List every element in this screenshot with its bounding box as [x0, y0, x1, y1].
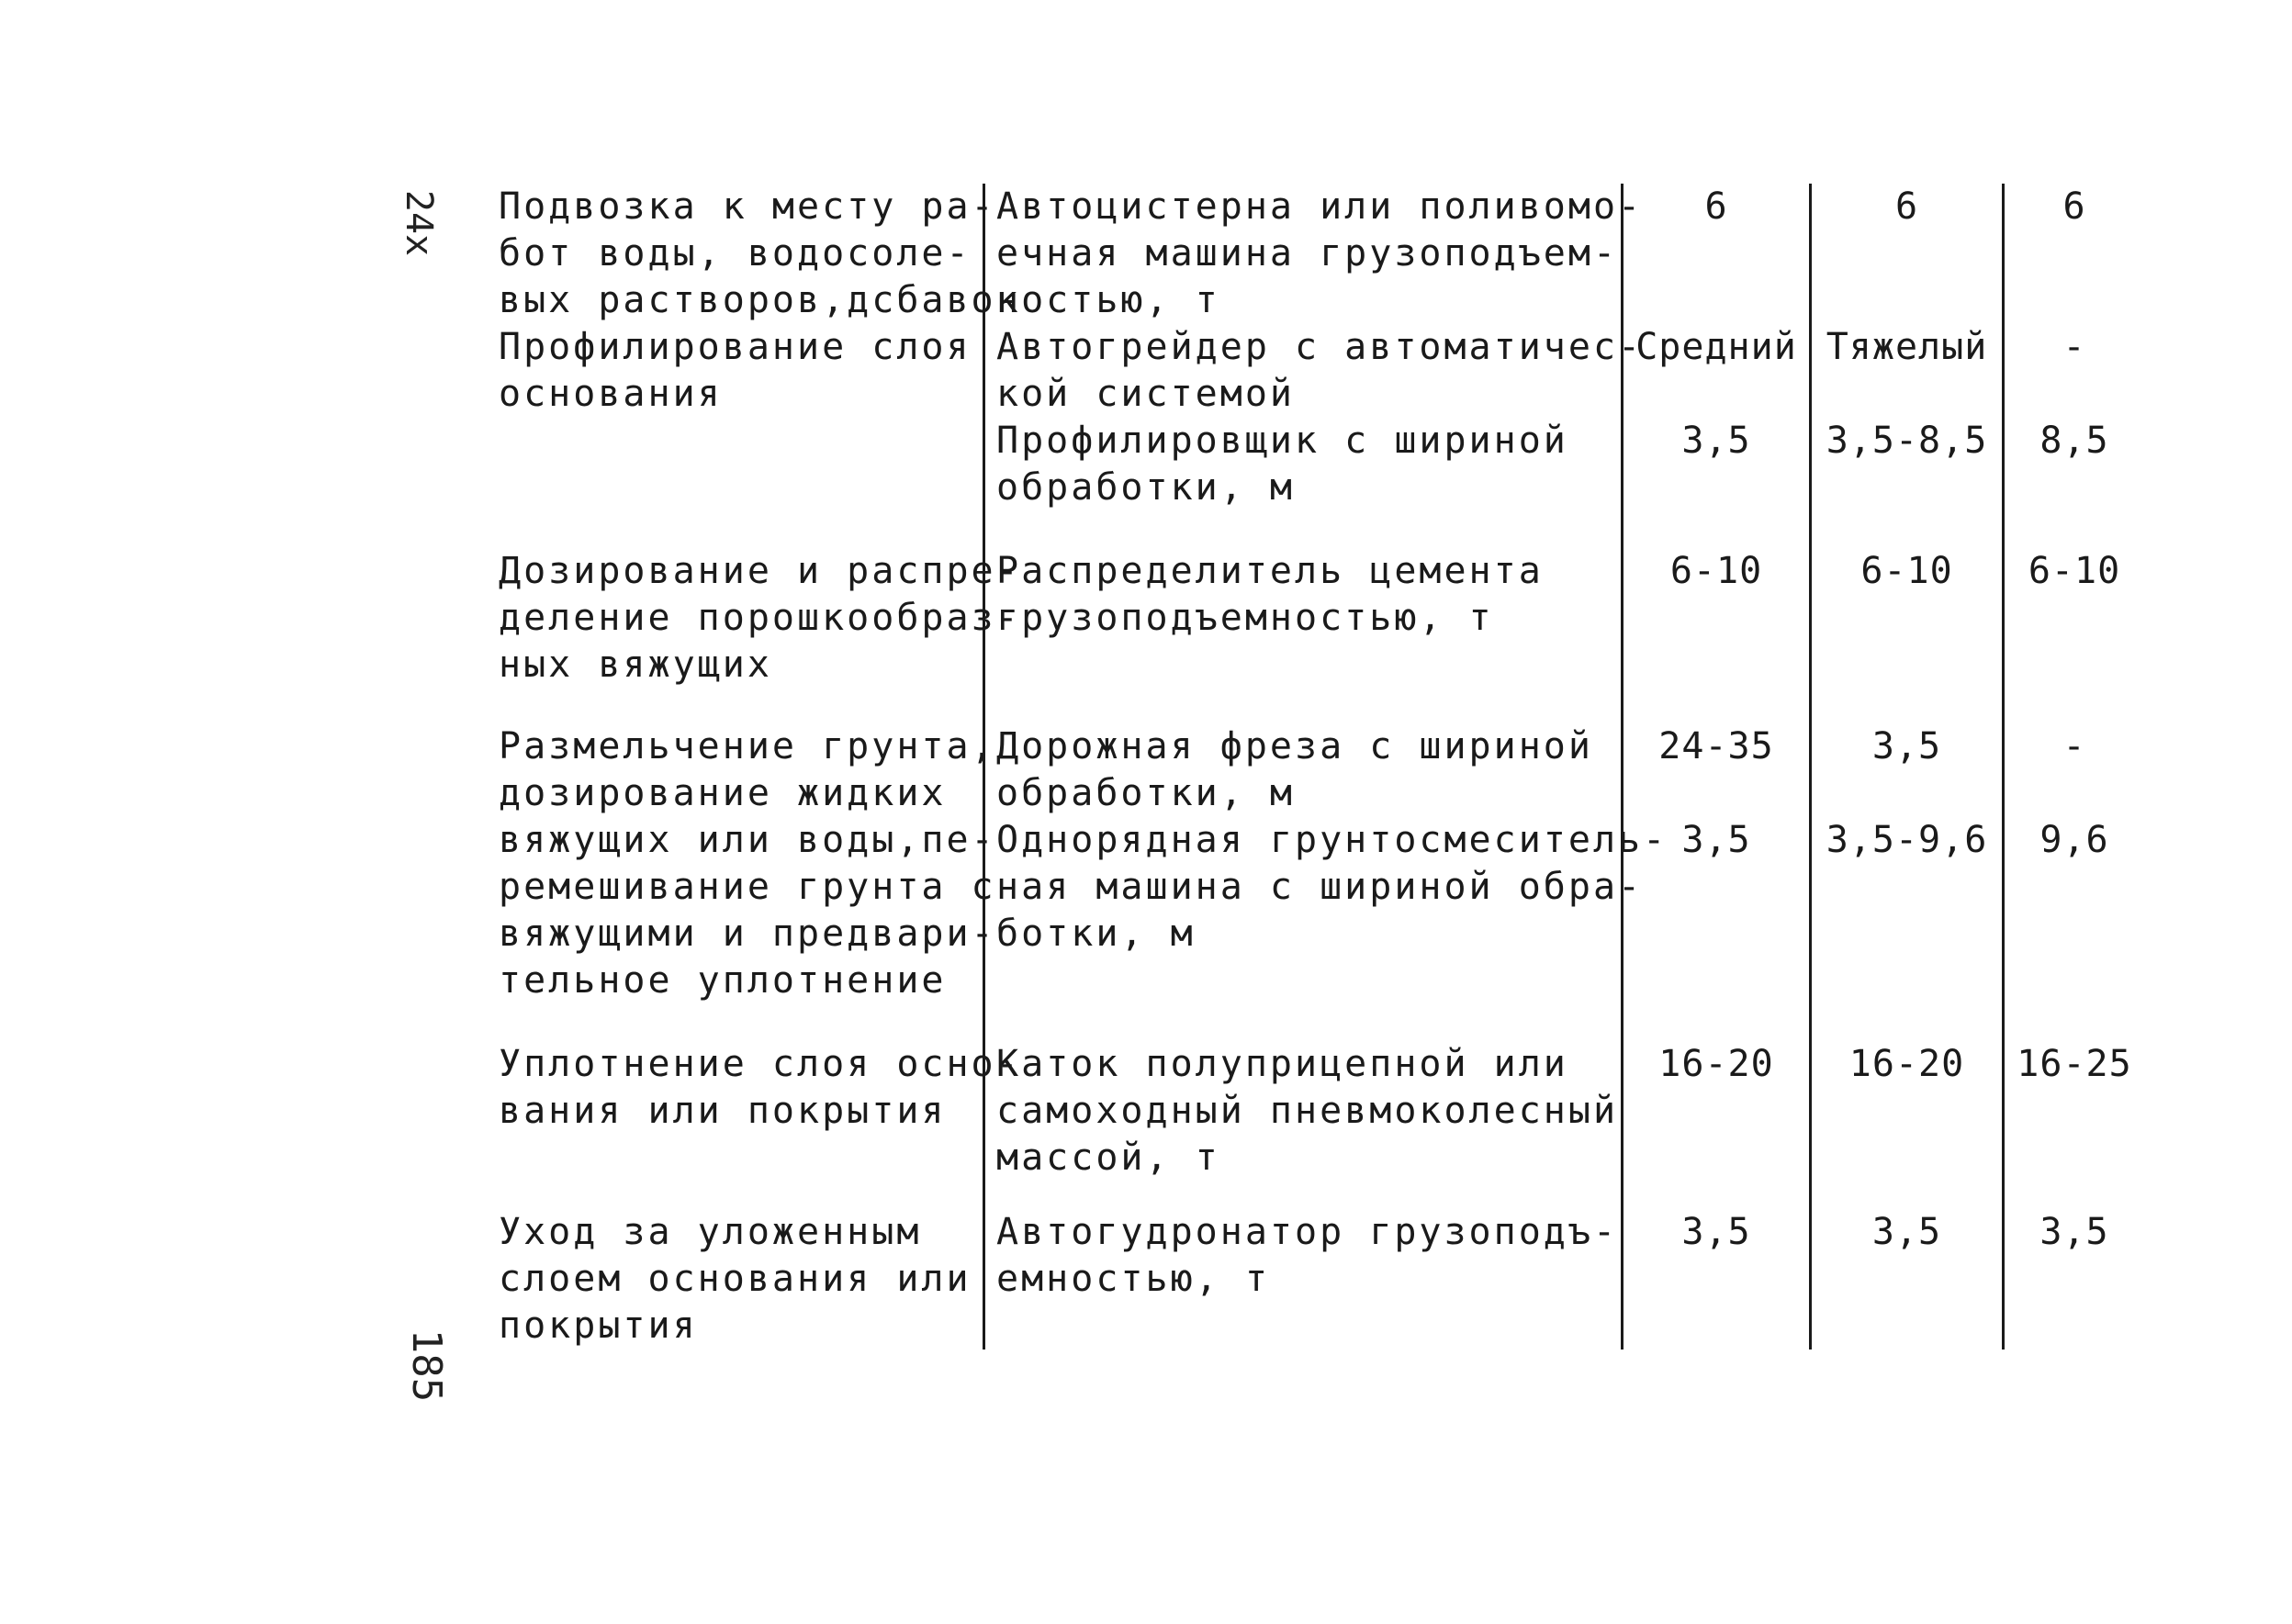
value-entry: [1629, 548, 1803, 642]
operation-line: покрытия: [499, 1305, 698, 1347]
value-entry: [1629, 418, 1803, 511]
operation-line: Уплотнение слоя осно-: [499, 1043, 1021, 1085]
operation-line: тельное уплотнение: [499, 959, 947, 1002]
machine-line: ечная машина грузоподъем-: [996, 232, 1619, 274]
spacer-cell: [2002, 1182, 2144, 1209]
operation-line: Подвозка к месту ра-: [499, 185, 996, 228]
equipment-table: [491, 184, 2144, 1350]
value-text: 6: [1704, 185, 1728, 228]
machine-line: кой системой: [996, 373, 1295, 415]
value-entry: [2010, 324, 2139, 418]
machine-line: Автогрейдер с автоматичес-: [996, 326, 1644, 368]
value-extra-cell: [2002, 1209, 2144, 1350]
spacer-cell: [2002, 689, 2144, 723]
spacer-cell: [1809, 689, 2002, 723]
table-row: [491, 184, 2144, 324]
operation-line: ремешивание грунта с: [499, 866, 996, 908]
machine-entry: [996, 1041, 1619, 1182]
page-number: 185: [403, 1328, 451, 1403]
machine-entry: [996, 324, 1644, 418]
value-heavy-cell: [1809, 548, 2002, 689]
table-row: [491, 548, 2144, 689]
value-entry: [1817, 1041, 1996, 1182]
machine-cell: [983, 723, 1668, 1004]
value-extra-cell: [2002, 324, 2144, 511]
operation-line: Уход за уложенным: [499, 1211, 922, 1253]
value-text: 9,6: [2039, 819, 2109, 861]
value-entry: [1817, 418, 1996, 511]
value-heavy-cell: [1809, 1209, 2002, 1350]
machine-line: самоходный пневмоколесный: [996, 1090, 1619, 1132]
value-entry: [1817, 1209, 1996, 1303]
value-entry: [1629, 1041, 1803, 1182]
row-spacer: [491, 511, 2144, 548]
value-text: 24-35: [1658, 725, 1774, 767]
spacer-cell: [1621, 689, 1809, 723]
value-text: 3,5: [1871, 1211, 1942, 1253]
machine-line: емностью, т: [996, 1258, 1270, 1300]
value-text: -: [2062, 326, 2086, 368]
row-spacer: [491, 1182, 2144, 1209]
value-text: 3,5: [1681, 1211, 1751, 1253]
spacer-cell: [1809, 511, 2002, 548]
spacer-cell: [491, 689, 983, 723]
value-entry: [1817, 184, 1996, 324]
value-entry: [2010, 418, 2139, 511]
value-medium-cell: [1621, 723, 1809, 1004]
margin-mark: 24x: [398, 189, 441, 257]
value-entry: [1817, 324, 1996, 418]
operation-cell: [491, 548, 1021, 689]
machine-entry: [996, 817, 1668, 958]
value-text: 3,5: [1681, 819, 1751, 861]
machine-line: Однорядная грунтосмеситель-: [996, 819, 1668, 861]
spacer-cell: [491, 511, 983, 548]
operation-line: основания: [499, 373, 723, 415]
operation-line: Размельчение грунта,: [499, 725, 996, 767]
machine-line: ностью, т: [996, 279, 1220, 321]
spacer-cell: [983, 1182, 1621, 1209]
operation-line: вания или покрытия: [499, 1090, 947, 1132]
machine-line: Автоцистерна или поливомо-: [996, 185, 1644, 228]
machine-line: Дорожная фреза с шириной: [996, 725, 1593, 767]
value-entry: [1817, 723, 1996, 817]
value-entry: [1817, 817, 1996, 958]
machine-entry: [996, 548, 1615, 642]
value-medium-cell: [1621, 184, 1809, 324]
machine-line: обработки, м: [996, 466, 1295, 509]
value-text: 6-10: [2028, 550, 2121, 592]
machine-cell: [983, 1041, 1621, 1182]
value-entry: [1629, 1209, 1803, 1303]
machine-cell: [983, 184, 1644, 324]
machine-line: Профилировщик с шириной: [996, 420, 1568, 462]
value-entry: [1817, 548, 1996, 642]
value-extra-cell: [2002, 723, 2144, 1004]
spacer-cell: [983, 511, 1621, 548]
machine-cell: [983, 548, 1621, 689]
value-text: 3,5: [1871, 725, 1942, 767]
machine-line: ная машина с шириной обра-: [996, 866, 1644, 908]
machine-entry: [996, 1209, 1619, 1303]
spacer-cell: [2002, 511, 2144, 548]
operation-line: вых растворов,дсбавок: [499, 279, 1021, 321]
value-text: 6: [1894, 185, 1919, 228]
machine-line: обработки, м: [996, 772, 1295, 814]
value-text: 6: [2062, 185, 2086, 228]
spacer-cell: [1809, 1004, 2002, 1041]
value-entry: [1629, 817, 1803, 958]
value-extra-cell: [2002, 548, 2144, 689]
machine-entry: [996, 418, 1615, 511]
value-extra-cell: [2002, 184, 2144, 324]
value-text: 6-10: [1669, 550, 1763, 592]
value-text: Средний: [1635, 326, 1797, 368]
operation-line: Дозирование и распре-: [499, 550, 1021, 592]
spacer-cell: [983, 1004, 1621, 1041]
spacer-cell: [1621, 1182, 1809, 1209]
operation-cell: [491, 1209, 983, 1350]
value-text: 3,5: [2039, 1211, 2109, 1253]
value-extra-cell: [2002, 1041, 2144, 1182]
operation-line: вяжущих или воды,пе-: [499, 819, 996, 861]
operation-line: дозирование жидких: [499, 772, 947, 814]
machine-line: массой, т: [996, 1137, 1220, 1179]
value-entry: [1629, 324, 1803, 418]
value-text: -: [2062, 725, 2086, 767]
table-row: [491, 723, 2144, 1004]
value-medium-cell: [1621, 1041, 1809, 1182]
value-entry: [2010, 817, 2139, 958]
spacer-cell: [491, 1182, 983, 1209]
value-medium-cell: [1621, 324, 1809, 511]
value-entry: [1629, 723, 1803, 817]
value-text: 3,5-9,6: [1826, 819, 1988, 861]
value-text: 16-25: [2017, 1043, 2132, 1085]
value-text: 3,5: [1681, 420, 1751, 462]
value-heavy-cell: [1809, 324, 2002, 511]
value-medium-cell: [1621, 1209, 1809, 1350]
value-entry: [2010, 1041, 2139, 1182]
operation-line: бот воды, водосоле-: [499, 232, 972, 274]
table-row: [491, 324, 2144, 511]
operation-cell: [491, 324, 983, 511]
value-text: 3,5-8,5: [1826, 420, 1988, 462]
operation-line: Профилирование слоя: [499, 326, 972, 368]
value-text: Тяжелый: [1826, 326, 1988, 368]
machine-line: ботки, м: [996, 913, 1196, 955]
row-spacer: [491, 689, 2144, 723]
value-medium-cell: [1621, 548, 1809, 689]
value-entry: [2010, 548, 2139, 642]
machine-line: Каток полуприцепной или: [996, 1043, 1568, 1085]
machine-entry: [996, 723, 1615, 817]
operation-cell: [491, 184, 1021, 324]
machine-line: Автогудронатор грузоподъ-: [996, 1211, 1619, 1253]
value-text: 16-20: [1848, 1043, 1965, 1085]
row-spacer: [491, 1004, 2144, 1041]
machine-cell: [983, 324, 1644, 511]
operation-line: деление порошкообраз-: [499, 597, 1021, 639]
machine-line: Распределитель цемента: [996, 550, 1544, 592]
machine-line: грузоподъемностью, т: [996, 597, 1494, 639]
value-entry: [1629, 184, 1803, 324]
value-heavy-cell: [1809, 723, 2002, 1004]
table-row: [491, 1209, 2144, 1350]
spacer-cell: [1809, 1182, 2002, 1209]
value-text: 8,5: [2039, 420, 2109, 462]
value-heavy-cell: [1809, 1041, 2002, 1182]
machine-entry: [996, 184, 1644, 324]
machine-cell: [983, 1209, 1621, 1350]
spacer-cell: [491, 1004, 983, 1041]
operation-cell: [491, 723, 996, 1004]
operation-line: вяжущими и предвари-: [499, 913, 996, 955]
spacer-cell: [983, 689, 1621, 723]
value-heavy-cell: [1809, 184, 2002, 324]
operation-line: слоем основания или: [499, 1258, 972, 1300]
value-entry: [2010, 723, 2139, 817]
spacer-cell: [1621, 1004, 1809, 1041]
value-entry: [2010, 184, 2139, 324]
value-entry: [2010, 1209, 2139, 1303]
value-text: 6-10: [1860, 550, 1953, 592]
spacer-cell: [2002, 1004, 2144, 1041]
value-text: 16-20: [1658, 1043, 1774, 1085]
operation-line: ных вяжущих: [499, 644, 772, 686]
operation-cell: [491, 1041, 1021, 1182]
spacer-cell: [1621, 511, 1809, 548]
table-row: [491, 1041, 2144, 1182]
